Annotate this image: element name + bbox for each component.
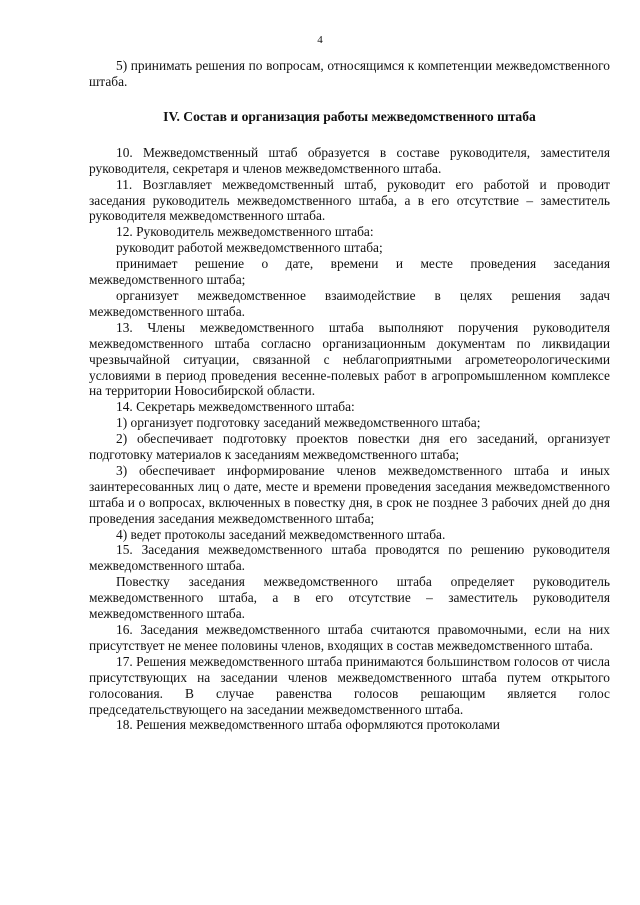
document-body — [89, 58, 610, 733]
paragraph-16: 16. Заседания межведомственного штаба считаются правомочными, если на них присутствует не менее половины членов, входящих в состав межведомственного штаба. — [89, 622, 610, 653]
paragraph-item-5: 5) принимать решения по вопросам, относящимся к компетенции межведомственного штаба. — [89, 58, 610, 89]
page-number: 4 — [317, 34, 323, 46]
paragraph-15-agenda: Повестку заседания межведомственного штаба определяет руководитель межведомственного штаба, а в его отсутствие – заместитель руководителя межведомственного штаба. — [89, 574, 610, 622]
paragraph-14-item: 4) ведет протоколы заседаний межведомственного штаба. — [116, 526, 446, 542]
section-heading: IV. Состав и организация работы межведомственного штаба — [163, 108, 536, 124]
paragraph-15: 15. Заседания межведомственного штаба проводятся по решению руководителя межведомственного штаба. — [89, 542, 610, 574]
paragraph-12-item: руководит работой межведомственного штаба; — [116, 240, 383, 256]
paragraph-14: 14. Секретарь межведомственного штаба: — [116, 399, 355, 415]
paragraph-14-item: 2) обеспечивает подготовку проектов повестки дня его заседаний, организует подготовку материалов к заседаниям межведомственного штаба; — [89, 431, 610, 463]
paragraph-14-item: 3) обеспечивает информирование членов межведомственного штаба и иных заинтересованных лиц о дате, месте и времени проведения заседания межведомственного штаба и о вопросах, включенных в повестку дня, в срок не позднее 3 рабочих дней до дня проведения заседания межведомственного штаба; — [89, 462, 610, 526]
paragraph-10: 10. Межведомственный штаб образуется в составе руководителя, заместителя руководителя, секретаря и членов межведомственного штаба. — [89, 144, 610, 176]
paragraph-14-item: 1) организует подготовку заседаний межведомственного штаба; — [116, 415, 481, 431]
paragraph-11: 11. Возглавляет межведомственный штаб, руководит его работой и проводит заседания руководитель межведомственного штаба, а в его отсутствие – заместитель руководителя межведомственного штаба. — [89, 176, 610, 224]
paragraph-12: 12. Руководитель межведомственного штаба: — [116, 224, 374, 240]
paragraph-18: 18. Решения межведомственного штаба оформляются протоколами — [116, 717, 500, 733]
paragraph-13: 13. Члены межведомственного штаба выполняют поручения руководителя межведомственного штаба согласно организационным документам по ликвидации чрезвычайной ситуации, связанной с неблагоприятными агрометеорологическими условиями в период проведения весенне-полевых работ в агропромышленном комплексе на территории Новосибирской области. — [89, 319, 610, 399]
paragraph-17: 17. Решения межведомственного штаба принимаются большинством голосов от числа присутствующих на заседании членов межведомственного штаба путем открытого голосования. В случае равенства голосов решающим является голос председательствующего на заседании межведомственного штаба. — [89, 653, 610, 717]
paragraph-12-item: организует межведомственное взаимодействие в целях решения задач межведомственного штаба. — [89, 287, 610, 319]
paragraph-12-item: принимает решение о дате, времени и месте проведения заседания межведомственного штаба; — [89, 256, 610, 288]
